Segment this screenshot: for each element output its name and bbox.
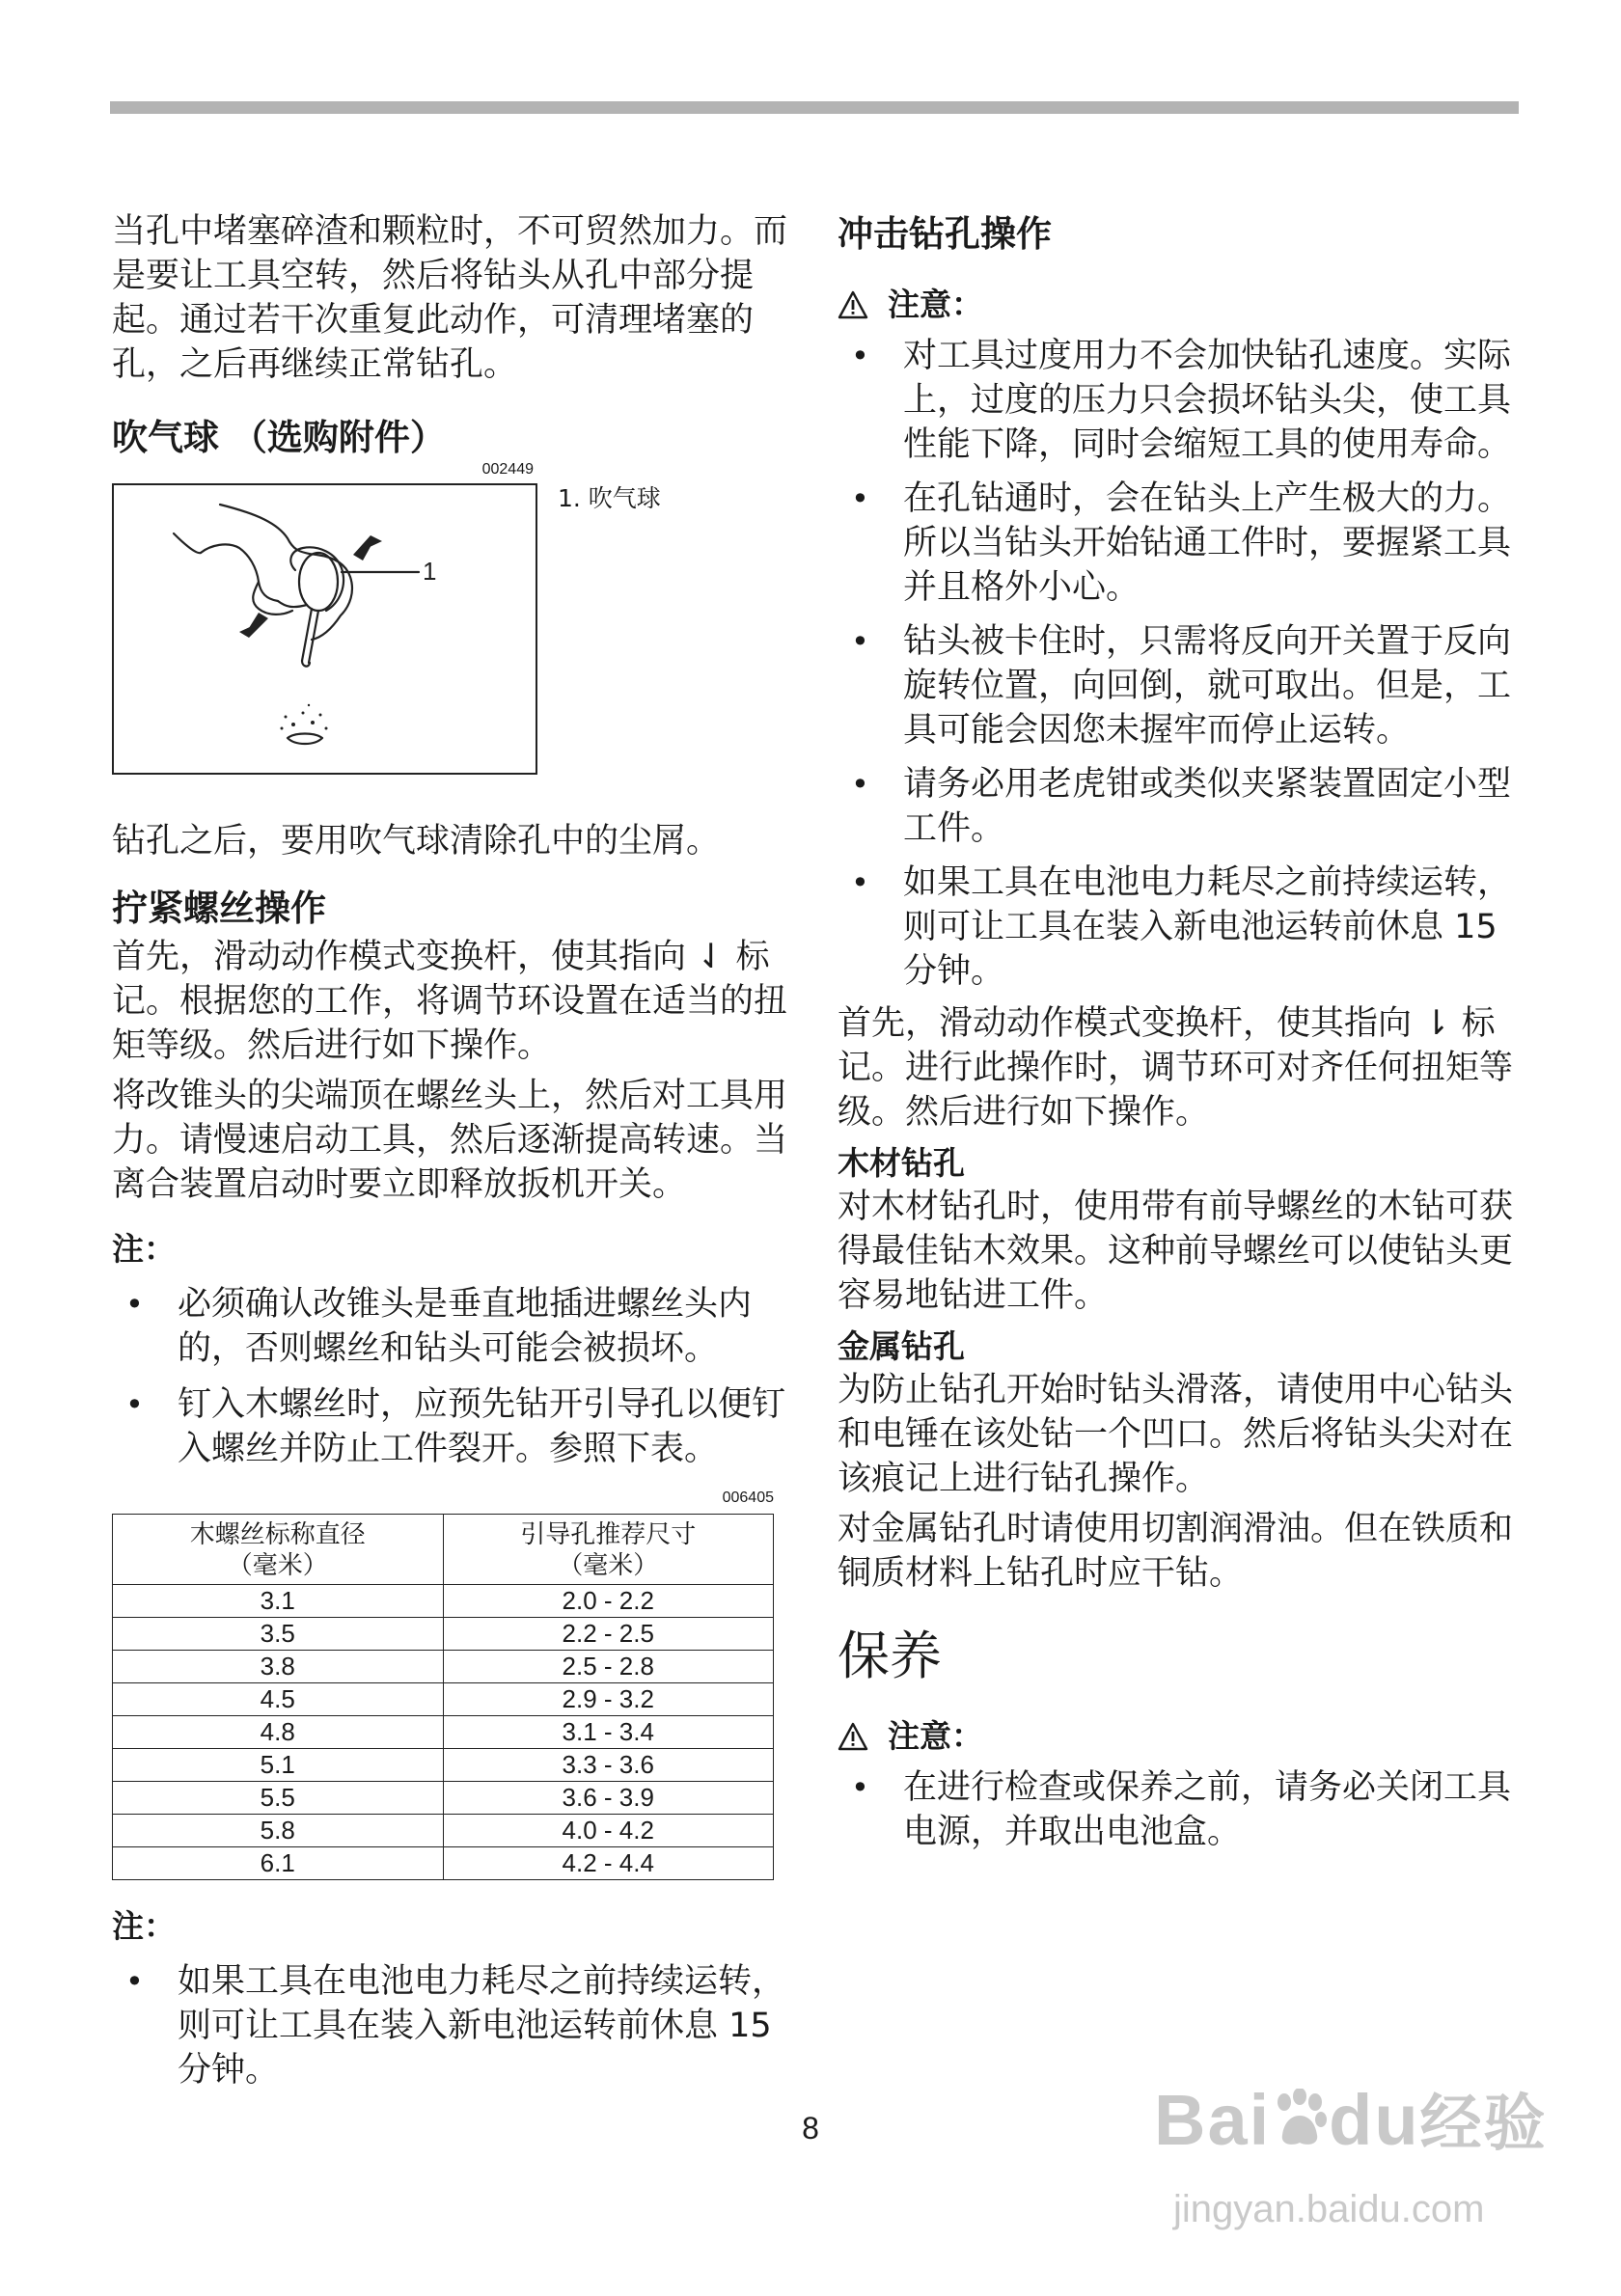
figure-code: 002449 xyxy=(481,461,534,478)
table-row xyxy=(113,1847,774,1880)
wood-drilling-heading: 木材钻孔 xyxy=(838,1144,965,1182)
table-cell: 3.3 - 3.6 xyxy=(443,1749,774,1782)
table-header-cell: 引导孔推荐尺寸 （毫米） xyxy=(443,1515,774,1585)
screw-paragraph-2: 将改锥头的尖端顶在螺丝头上，然后对工具用力。请慢速启动工具，然后逐渐提高转速。当离合装置启动时要立即释放扳机开关。 xyxy=(112,1077,788,1204)
table-cell: 4.5 xyxy=(113,1683,444,1716)
caution-list xyxy=(838,334,1525,994)
table-header-cell: 木螺丝标称直径 （毫米） xyxy=(113,1515,444,1585)
blower-paragraph: 钻孔之后，要用吹气球清除孔中的尘屑。 xyxy=(112,822,721,861)
left-column xyxy=(112,0,797,2092)
warning-icon xyxy=(838,290,868,319)
caution-item: • 钻头被卡住时，只需将反向开关置于反向旋转位置，向回倒，就可取出。但是，工具可能会因您未握牢而停止运转。 xyxy=(838,619,1525,752)
table-row xyxy=(113,1683,774,1716)
note-item: • 如果工具在电池电力耗尽之前持续运转，则可让工具在装入新电池运转前休息 15 分钟。 xyxy=(112,1959,797,2092)
caution-text: 注意： xyxy=(888,1717,983,1755)
table-cell: 5.1 xyxy=(113,1749,444,1782)
caution-item: • 如果工具在电池电力耗尽之前持续运转，则可让工具在装入新电池运转前休息 15 分钟。 xyxy=(838,861,1525,994)
table-code: 006405 xyxy=(722,1490,774,1506)
impact-paragraph: 首先，滑动动作模式变换杆，使其指向 ⇂ 标记。进行此操作时，调节环可对齐任何扭矩等级。然后进行如下操作。 xyxy=(838,1004,1514,1132)
right-column xyxy=(838,0,1525,1854)
table-cell: 4.0 - 4.2 xyxy=(443,1815,774,1847)
table-cell: 4.8 xyxy=(113,1716,444,1749)
table-cell: 2.2 - 2.5 xyxy=(443,1618,774,1651)
caution-label-2 xyxy=(838,1715,1525,1758)
watermark-logo-cjk: 经验 xyxy=(1419,2089,1548,2160)
watermark-logo-text-2: du xyxy=(1329,2080,1420,2160)
caution-text: 注意： xyxy=(888,286,983,323)
table-row xyxy=(113,1815,774,1847)
table-cell: 3.8 xyxy=(113,1651,444,1683)
table-row xyxy=(113,1618,774,1651)
table-cell: 3.5 xyxy=(113,1618,444,1651)
table-row xyxy=(113,1749,774,1782)
table-cell: 5.5 xyxy=(113,1782,444,1815)
caution-item: • 在进行检查或保养之前，请务必关闭工具电源，并取出电池盒。 xyxy=(838,1765,1525,1854)
caution-item: • 对工具过度用力不会加快钻孔速度。实际上，过度的压力只会损坏钻头尖，使工具性能下降，同时会缩短工具的使用寿命。 xyxy=(838,334,1525,467)
table-row xyxy=(113,1585,774,1618)
table-cell: 3.1 - 3.4 xyxy=(443,1716,774,1749)
caution-item: • 请务必用老虎钳或类似夹紧装置固定小型工件。 xyxy=(838,762,1525,851)
table-header-row xyxy=(113,1515,774,1585)
table-cell: 3.6 - 3.9 xyxy=(443,1782,774,1815)
caution-label xyxy=(838,284,1525,326)
watermark-url: jingyan.baidu.com xyxy=(1173,2188,1485,2230)
screw-paragraph-1: 首先，滑动动作模式变换杆，使其指向 ⇃ 标记。根据您的工作，将调节环设置在适当的扭矩等级。然后进行如下操作。 xyxy=(112,938,788,1065)
screw-heading: 拧紧螺丝操作 xyxy=(112,888,326,929)
note-label: 注： xyxy=(112,1230,176,1268)
watermark-logo-text: Bai xyxy=(1154,2080,1272,2160)
table-cell: 5.8 xyxy=(113,1815,444,1847)
figure-callout: 1 xyxy=(423,557,437,586)
metal-paragraph-2: 对金属钻孔时请使用切割润滑油。但在铁质和铜质材料上钻孔时应干钻。 xyxy=(838,1510,1514,1593)
metal-drilling-heading: 金属钻孔 xyxy=(838,1327,965,1365)
table-cell: 2.5 - 2.8 xyxy=(443,1651,774,1683)
note-list-2 xyxy=(112,1959,797,2092)
table-cell: 2.9 - 3.2 xyxy=(443,1683,774,1716)
note-item: • 必须确认改锥头是垂直地插进螺丝头内的，否则螺丝和钻头可能会被损坏。 xyxy=(112,1282,797,1371)
page-number: 8 xyxy=(802,2111,819,2146)
figure-legend: 1. 吹气球 xyxy=(558,484,661,512)
intro-paragraph: 当孔中堵塞碎渣和颗粒时，不可贸然加力。而是要让工具空转，然后将钻头从孔中部分提起。通过若干次重复此动作，可清理堵塞的孔，之后再继续正常钻孔。 xyxy=(112,212,788,384)
table-cell: 4.2 - 4.4 xyxy=(443,1847,774,1880)
watermark-logo xyxy=(1154,2074,1548,2163)
baidu-watermark xyxy=(1154,2074,1569,2257)
impact-drilling-heading: 冲击钻孔操作 xyxy=(838,213,1052,255)
blower-heading: 吹气球 （选购附件） xyxy=(112,417,446,458)
blower-figure xyxy=(112,483,797,782)
metal-paragraph-1: 为防止钻孔开始时钻头滑落，请使用中心钻头和电锤在该处钻一个凹口。然后将钻头尖对在该痕记上进行钻孔操作。 xyxy=(838,1371,1514,1498)
note-label-2: 注： xyxy=(112,1907,176,1945)
note-item: • 钉入木螺丝时，应预先钻开引导孔以便钉入螺丝并防止工件裂开。参照下表。 xyxy=(112,1382,797,1471)
table-row xyxy=(113,1782,774,1815)
caution-item: • 在孔钻通时，会在钻头上产生极大的力。所以当钻头开始钻通工件时，要握紧工具并且格外小心。 xyxy=(838,477,1525,610)
table-row xyxy=(113,1716,774,1749)
caution-list-2 xyxy=(838,1765,1525,1854)
paw-icon xyxy=(1271,2089,1329,2148)
wood-paragraph: 对木材钻孔时，使用带有前导螺丝的木钻可获得最佳钻木效果。这种前导螺丝可以使钻头更容易地钻进工件。 xyxy=(838,1188,1514,1315)
note-list xyxy=(112,1282,797,1471)
maintenance-heading: 保养 xyxy=(838,1626,942,1686)
hand-blower-illustration xyxy=(114,485,536,773)
warning-icon xyxy=(838,1722,868,1751)
figure-frame xyxy=(112,483,537,775)
table-cell: 3.1 xyxy=(113,1585,444,1618)
table-cell: 6.1 xyxy=(113,1847,444,1880)
pilot-hole-table xyxy=(112,1514,774,1880)
table-row xyxy=(113,1651,774,1683)
table-cell: 2.0 - 2.2 xyxy=(443,1585,774,1618)
